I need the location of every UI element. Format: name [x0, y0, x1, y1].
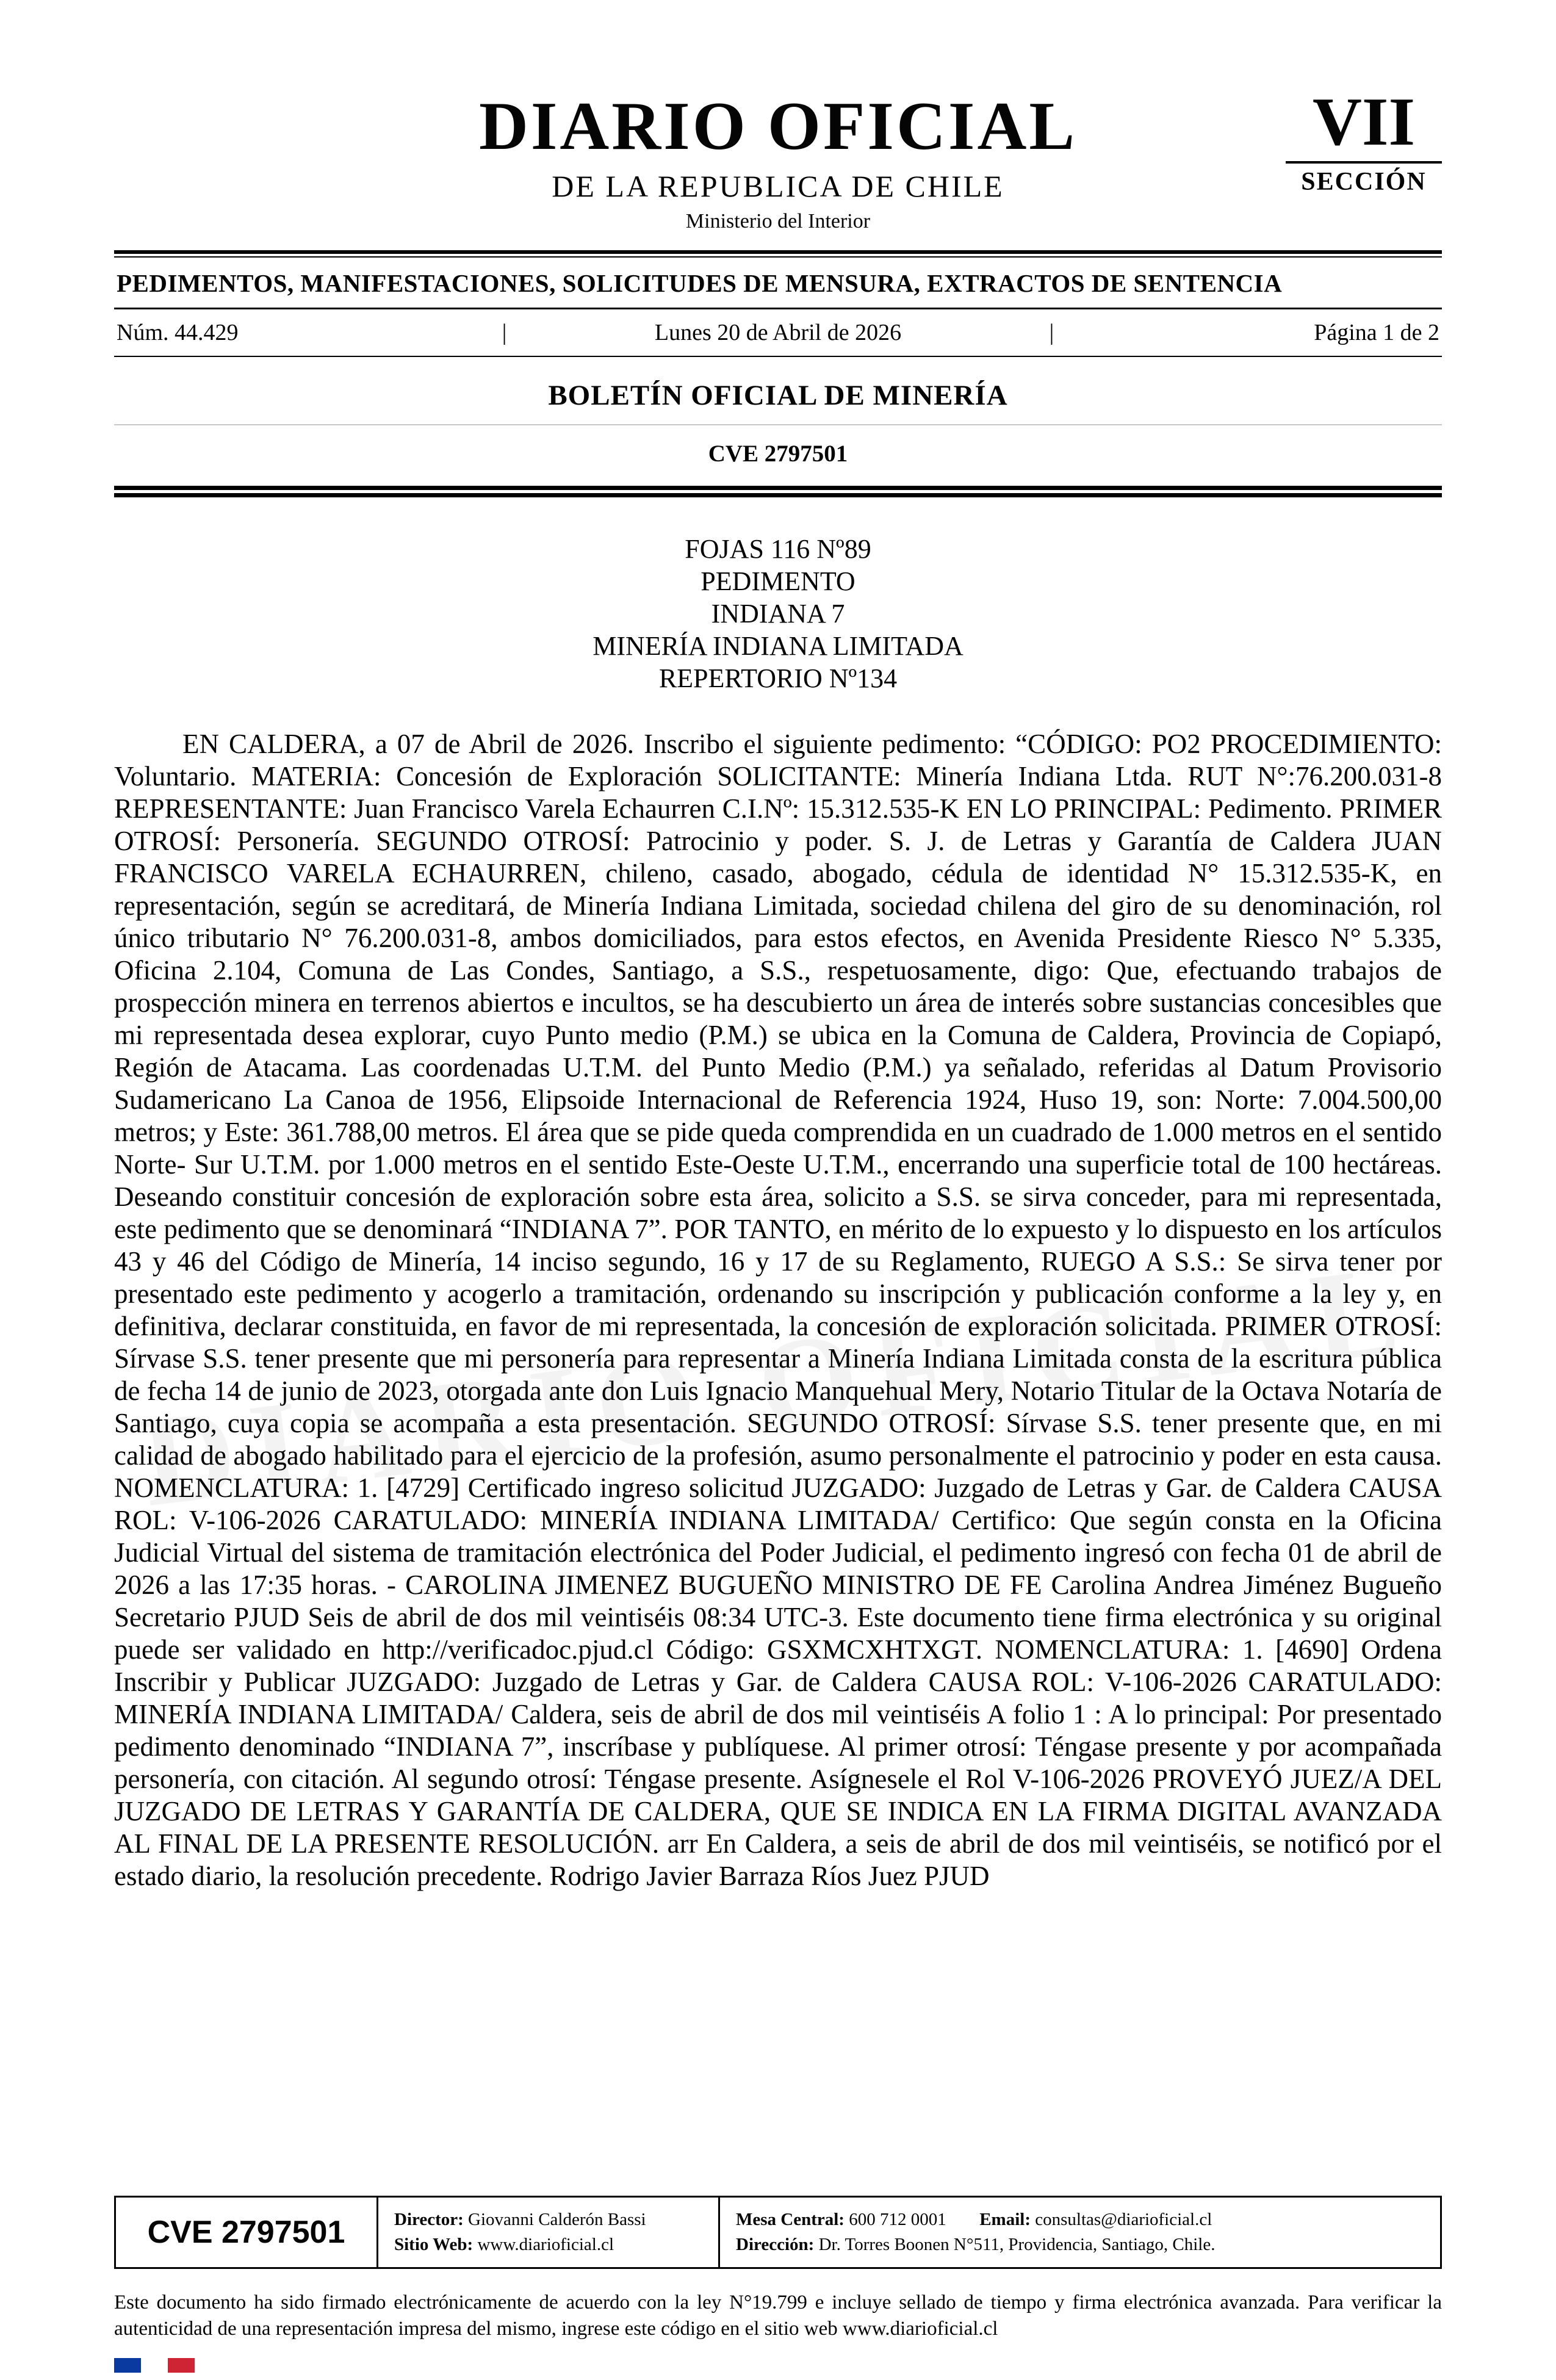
phone-value: 600 712 0001	[849, 2210, 946, 2229]
notice-body-text: EN CALDERA, a 07 de Abril de 2026. Inscribo el siguiente pedimento: “CÓDIGO: PO2 PROCEDIMIENTO: Voluntario. MATERIA: Concesión de Exploración SOLICITANTE: Minería Indiana Ltda. RUT N°:76.200.031-8 REPRESENTANTE: Juan Francisco Varela Echaurren C.I.Nº: 15.312.535-K EN LO PRINCIPAL: Pedimento. PRIMER OTROSÍ: Personería. SEGUNDO OTROSÍ: Patrocinio y poder. S. J. de Letras y Garantía de Caldera JUAN FRANCISCO VARELA ECHAURREN, chileno, casado, abogado, cédula de identidad N° 15.312.535-K, en representación, según se acreditará, de Minería Indiana Limitada, sociedad chilena del giro de su denominación, rol único tributario N° 76.200.031-8, ambos domiciliados, para estos efectos, en Avenida Presidente Riesco N° 5.335, Oficina 2.104, Comuna de Las Condes, Santiago, a S.S., respetuosamente, digo: Que, efectuando trabajos de prospección minera en terrenos abiertos e incultos, se ha descubierto un área de interés sobre sustancias concesibles que mi representada desea explorar, cuyo Punto medio (P.M.) se ubica en la Comuna de Caldera, Provincia de Copiapó, Región de Atacama. Las coordenadas U.T.M. del Punto Medio (P.M.) ya señalado, referidas al Datum Provisorio Sudamericano La Canoa de 1956, Elipsoide Internacional de Referencia 1924, Huso 19, son: Norte: 7.004.500,00 metros; y Este: 361.788,00 metros. El área que se pide queda comprendida en un cuadrado de 1.000 metros en el sentido Norte- Sur U.T.M. por 1.000 metros en el sentido Este-Oeste U.T.M., encerrando una superficie total de 100 hectáreas. Deseando constituir concesión de exploración sobre esta área, solicito a S.S. se sirva conceder, para mi representada, este pedimento que se denominará “INDIANA 7”. POR TANTO, en mérito de lo expuesto y lo dispuesto en los artículos 43 y 46 del Código de Minería, 14 inciso segundo, 16 y 17 de su Reglamento, RUEGO A S.S.: Se sirva tener por presentado este pedimento y acogerlo a tramitación, ordenando su inscripción y publicación conforme a la ley y, en definitiva, declarar constituida, en favor de mi representada, la concesión de exploración solicitada. PRIMER OTROSÍ: Sírvase S.S. tener presente que mi personería para representar a Minería Indiana Limitada consta de la escritura pública de fecha 14 de junio de 2023, otorgada ante don Luis Ignacio Manquehual Mery, Notario Titular de la Octava Notaría de Santiago, cuya copia se acompaña a esta presentación. SEGUNDO OTROSÍ: Sírvase S.S. tener presente que, en mi calidad de abogado habilitado para el ejercicio de la profesión, asumo personalmente el patrocinio y poder en esta causa. NOMENCLATURA: 1. [4729] Certificado ingreso solicitud JUZGADO: Juzgado de Letras y Gar. de Caldera CAUSA ROL: V-106-2026 CARATULADO: MINERÍA INDIANA LIMITADA/ Certifico: Que según consta en la Oficina Judicial Virtual del sistema de tramitación electrónica del Poder Judicial, el pedimento ingresó con fecha 01 de abril de 2026 a las 17:35 horas. - CAROLINA JIMENEZ BUGUEÑO MINISTRO DE FE Carolina Andrea Jiménez Bugueño Secretario PJUD Seis de abril de dos mil veintiséis 08:34 UTC-3. Este documento tiene firma electrónica y su original puede ser validado en http://verificadoc.pjud.cl Código: GSXMCXHTXGT. NOMENCLATURA: 1. [4690] Ordena Inscribir y Publicar JUZGADO: Juzgado de Letras y Gar. de Caldera CAUSA ROL: V-106-2026 CARATULADO: MINERÍA INDIANA LIMITADA/ Caldera, seis de abril de dos mil veintiséis A folio 1 : A lo principal: Por presentado pedimento denominado “INDIANA 7”, inscríbase y publíquese. Al primer otrosí: Téngase presente y por acompañada personería, con citación. Al segundo otrosí: Téngase presente. Asígnesele el Rol V-106-2026 PROVEYÓ JUEZ/A DEL JUZGADO DE LETRAS Y GARANTÍA DE CALDERA, QUE SE INDICA EN LA FIRMA DIGITAL AVANZADA AL FINAL DE LA PRESENTE RESOLUCIÓN. arr En Caldera, a seis de abril de dos mil veintiséis, se notificó por el estado diario, la resolución precedente. Rodrigo Javier Barraza Ríos Juez PJUD	[114, 729, 1442, 1892]
flag-blue-stripe	[114, 2358, 141, 2373]
director-label: Director:	[394, 2210, 464, 2229]
notice-type: PEDIMENTO	[701, 566, 855, 597]
flag-white-stripe	[141, 2358, 168, 2373]
bulletin-title: BOLETÍN OFICIAL DE MINERÍA	[548, 380, 1008, 412]
page-indicator: Página 1 de 2	[1314, 320, 1440, 346]
section-number: VII	[1312, 84, 1416, 160]
meta-divider	[114, 356, 1442, 357]
meta-separator: |	[502, 320, 507, 346]
email-label: Email:	[979, 2210, 1031, 2229]
bulletin-cve: CVE 2797501	[708, 441, 848, 467]
notice-repertorio: REPERTORIO Nº134	[658, 663, 898, 694]
masthead-divider	[114, 250, 1442, 258]
notice-company: MINERÍA INDIANA LIMITADA	[593, 631, 963, 662]
address-label: Dirección:	[736, 2235, 815, 2254]
section-block	[1286, 84, 1442, 197]
footer-contact-column	[720, 2198, 1440, 2267]
footer-phone-email-line	[736, 2207, 1424, 2232]
footer-director-column	[378, 2198, 720, 2267]
footer-website-line	[394, 2232, 702, 2257]
director-value: Giovanni Calderón Bassi	[468, 2210, 646, 2229]
ministry-line: Ministerio del Interior	[685, 210, 871, 233]
address-value: Dr. Torres Boonen N°511, Providencia, Santiago, Chile.	[818, 2235, 1216, 2254]
newspaper-title: DIARIO OFICIAL	[478, 88, 1078, 164]
masthead	[114, 84, 1442, 233]
website-value: www.diarioficial.cl	[477, 2235, 614, 2254]
footer-cve: CVE 2797501	[116, 2198, 378, 2267]
footer-box	[114, 2196, 1442, 2269]
notice-fojas: FOJAS 116 Nº89	[685, 534, 871, 564]
newspaper-subtitle: DE LA REPUBLICA DE CHILE	[552, 169, 1004, 204]
issue-number: Núm. 44.429	[117, 320, 239, 346]
meta-separator: |	[1049, 320, 1054, 346]
issue-date: Lunes 20 de Abril de 2026	[654, 320, 902, 346]
category-band: PEDIMENTOS, MANIFESTACIONES, SOLICITUDES DE MENSURA, EXTRACTOS DE SENTENCIA	[117, 269, 1283, 298]
chile-flag-mark	[114, 2358, 195, 2373]
bulletin-light-divider	[114, 424, 1442, 425]
notice-claim-name: INDIANA 7	[711, 599, 845, 629]
flag-red-stripe	[168, 2358, 195, 2373]
notice-header	[114, 533, 1442, 694]
section-divider	[1286, 161, 1442, 164]
footer-address-line	[736, 2232, 1424, 2257]
footer-director-line	[394, 2207, 702, 2232]
issue-meta-row	[114, 309, 1442, 356]
website-label: Sitio Web:	[394, 2235, 474, 2254]
heavy-divider	[114, 486, 1442, 497]
phone-label: Mesa Central:	[736, 2210, 845, 2229]
email-value: consultas@diarioficial.cl	[1035, 2210, 1212, 2229]
signature-disclaimer: Este documento ha sido firmado electrónicamente de acuerdo con la ley N°19.799 e incluye sellado de tiempo y firma electrónica avanzada. Para verificar la autenticidad de una representación impresa del mismo, ingrese este código en el sitio web www.diarioficial.cl	[114, 2292, 1442, 2340]
page-footer	[114, 2196, 1442, 2342]
section-label: SECCIÓN	[1301, 168, 1427, 196]
